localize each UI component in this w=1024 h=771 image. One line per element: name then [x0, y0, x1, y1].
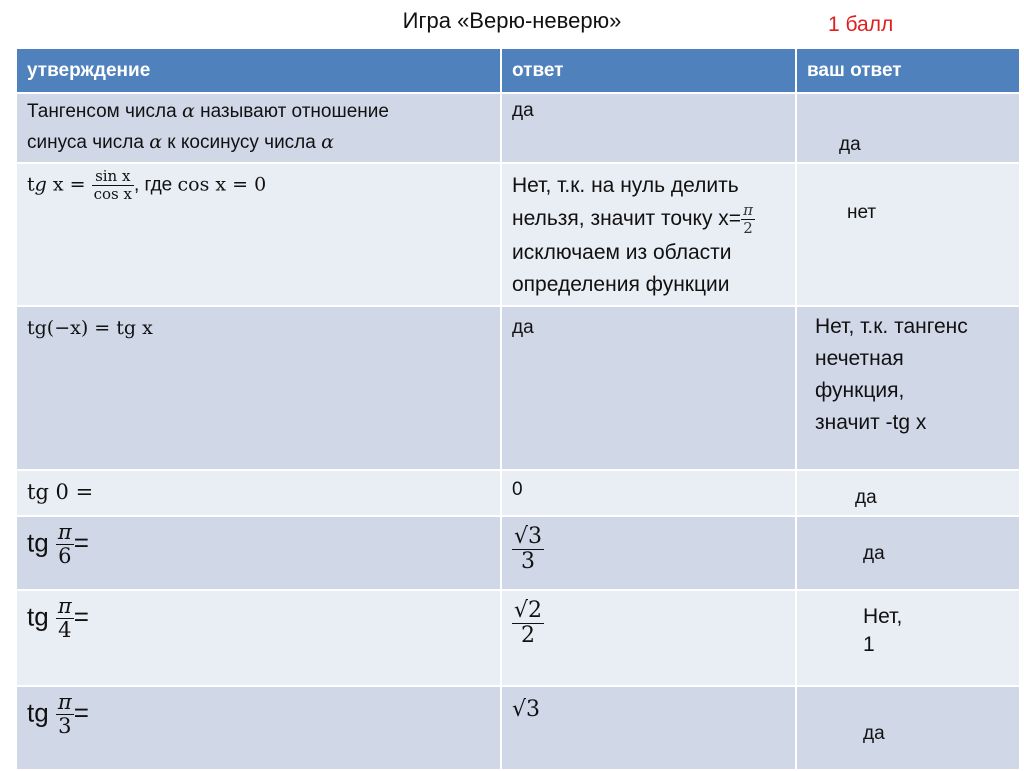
statement-cell [16, 516, 501, 590]
header-answer: ответ [501, 48, 796, 93]
table-row [16, 470, 1020, 516]
sqrt-fraction [512, 525, 544, 574]
statement-text: Тангенсом числа [27, 101, 177, 122]
statement-cell [16, 590, 501, 686]
fraction-numerator: π [57, 520, 72, 544]
score-label: 1 балл [828, 13, 894, 36]
sin-cos-fraction [92, 168, 134, 203]
answer-text: исключаем из области [512, 241, 732, 264]
header-your-answer: ваш ответ [796, 48, 1020, 93]
answer-text: 0 [512, 479, 523, 500]
your-answer-text: да [863, 543, 885, 564]
fraction-denominator: 3 [521, 549, 535, 574]
answer-cell [501, 163, 796, 306]
your-answer-text: Нет, т.к. тангенс [815, 315, 968, 338]
answer-text: да [512, 317, 534, 338]
your-answer-text: функция, [815, 379, 905, 402]
your-answer-text: да [855, 487, 877, 508]
statement-math: tg 0 = [27, 480, 94, 504]
fraction-denominator: 2 [521, 623, 535, 648]
your-answer-text: нечетная [815, 347, 904, 370]
answer-sqrt: √3 [512, 697, 541, 722]
your-answer-cell [796, 516, 1020, 590]
tg-letter: g [34, 173, 47, 196]
fraction-denominator: cos x [93, 185, 132, 203]
statement-cell [16, 470, 501, 516]
equals-sign: = [63, 173, 92, 196]
table-row [16, 306, 1020, 470]
statement-cell: tg x = $\frac{\text{sin x}}{\text{cos x}}$ , где cos x = 0 [16, 163, 501, 306]
fraction-numerator: π [743, 201, 753, 219]
fraction-numerator: π [57, 690, 72, 714]
your-answer-text: Нет, [863, 605, 903, 628]
fraction-numerator: √3 [514, 524, 543, 549]
statement-cell [16, 93, 501, 163]
statement-cell [16, 306, 501, 470]
fraction-denominator: 4 [58, 618, 72, 642]
statement-text: , где [133, 174, 173, 196]
fraction-denominator: 2 [743, 219, 753, 237]
tg-label: tg [27, 527, 49, 558]
answer-cell [501, 306, 796, 470]
fraction-denominator: 3 [58, 714, 72, 738]
answer-cell [501, 590, 796, 686]
sqrt-fraction [512, 599, 544, 648]
fraction-numerator: √2 [514, 598, 543, 623]
table-row [16, 590, 1020, 686]
fraction-numerator: π [57, 594, 72, 618]
pi-fraction [56, 595, 74, 642]
your-answer-cell [796, 470, 1020, 516]
equals-sign: = [73, 697, 89, 728]
condition-math: cos x = 0 [177, 173, 267, 196]
answer-text: нельзя, значит точку x= [512, 207, 742, 231]
table-header-row [16, 48, 1020, 93]
your-answer-cell [796, 686, 1020, 770]
table-row [16, 516, 1020, 590]
your-answer-text: да [863, 723, 885, 744]
your-answer-text: значит -tg x [815, 411, 927, 434]
answer-cell [501, 516, 796, 590]
quiz-table [15, 47, 1021, 771]
answer-text: Нет, т.к. на нуль делить [512, 174, 739, 197]
your-answer-cell [796, 306, 1020, 470]
header-statement: утверждение [16, 48, 501, 93]
pi-fraction [56, 691, 74, 738]
page-title: Игра «Верю-неверю» [402, 8, 622, 33]
alpha-symbol: α [181, 100, 195, 122]
table-row [16, 93, 1020, 163]
tg-label: tg [27, 697, 49, 728]
your-answer-cell [796, 163, 1020, 306]
equals-sign: = [73, 601, 89, 632]
statement-text: синуса числа [27, 132, 144, 153]
answer-text: да [512, 100, 534, 121]
your-answer-text: нет [847, 202, 877, 223]
answer-cell [501, 470, 796, 516]
pi-fraction [56, 521, 74, 568]
your-answer-text: да [839, 134, 861, 155]
your-answer-text: 1 [863, 633, 875, 656]
equals-sign: = [73, 527, 89, 558]
answer-cell [501, 686, 796, 770]
fraction-denominator: 6 [58, 544, 72, 568]
table-row [16, 163, 1020, 306]
table-row [16, 686, 1020, 770]
pi-half-fraction [741, 202, 755, 237]
alpha-symbol: α [149, 131, 163, 153]
answer-text: определения функции [512, 273, 730, 296]
statement-text: к косинусу числа [162, 132, 316, 153]
statement-text: называют отношение [194, 101, 389, 122]
alpha-symbol: α [321, 131, 334, 153]
var-x: x [52, 173, 64, 196]
your-answer-cell [796, 590, 1020, 686]
statement-cell [16, 686, 501, 770]
tg-label: tg [27, 601, 49, 632]
your-answer-cell [796, 93, 1020, 163]
statement-math: tg(−x) = tg x [27, 317, 153, 339]
fraction-numerator: sin x [92, 168, 134, 186]
answer-cell [501, 93, 796, 163]
